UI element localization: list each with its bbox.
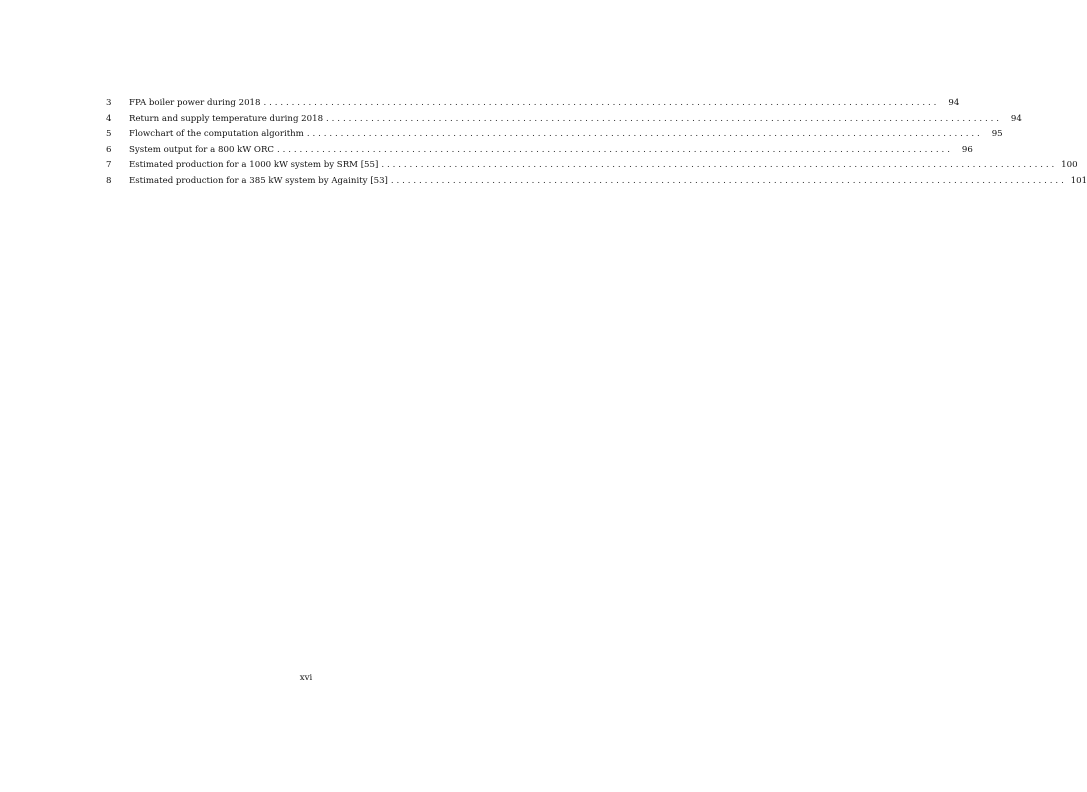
figure-number: 4	[106, 113, 112, 124]
figure-title: Return and supply temperature during 2018	[129, 113, 324, 124]
list-of-figures	[106, 96, 1087, 190]
toc-entry[interactable]	[106, 112, 1022, 128]
dot-leader: ........................................................................................................................	[390, 175, 1067, 186]
dot-leader: ........................................................................................................................	[326, 113, 1002, 124]
figure-number: 3	[106, 98, 112, 108]
figure-title: System output for a 800 kW ORC	[129, 144, 275, 155]
figure-number: 8	[106, 175, 112, 186]
figure-title: Flowchart of the computation algorithm	[129, 129, 304, 140]
page-ref: 96	[961, 144, 973, 155]
page-ref: 101	[1070, 175, 1087, 186]
figure-title: Estimated production for a 1000 kW system by SRM [55]	[129, 160, 379, 171]
toc-entry[interactable]	[106, 158, 1078, 174]
figure-title: Estimated production for a 385 kW system by Againity [53]	[129, 175, 388, 186]
figure-number: 5	[106, 129, 112, 140]
toc-entry[interactable]	[106, 127, 1003, 143]
dot-leader: ........................................................................................................................	[277, 144, 953, 155]
dot-leader: ........................................................................................................................	[263, 98, 940, 108]
toc-entry[interactable]	[106, 174, 1087, 190]
page-ref: 95	[991, 129, 1003, 140]
page-ref: 94	[1010, 113, 1022, 124]
figure-number: 7	[106, 160, 112, 171]
figure-number: 6	[106, 144, 112, 155]
page-number: xvi	[299, 673, 313, 683]
toc-entry[interactable]	[106, 96, 960, 112]
page-ref: 94	[948, 98, 960, 108]
figure-title: FPA boiler power during 2018	[129, 98, 261, 108]
page-ref: 100	[1061, 160, 1078, 171]
dot-leader: ........................................................................................................................	[381, 160, 1058, 171]
dot-leader: ........................................................................................................................	[306, 129, 983, 140]
toc-entry[interactable]	[106, 143, 973, 159]
